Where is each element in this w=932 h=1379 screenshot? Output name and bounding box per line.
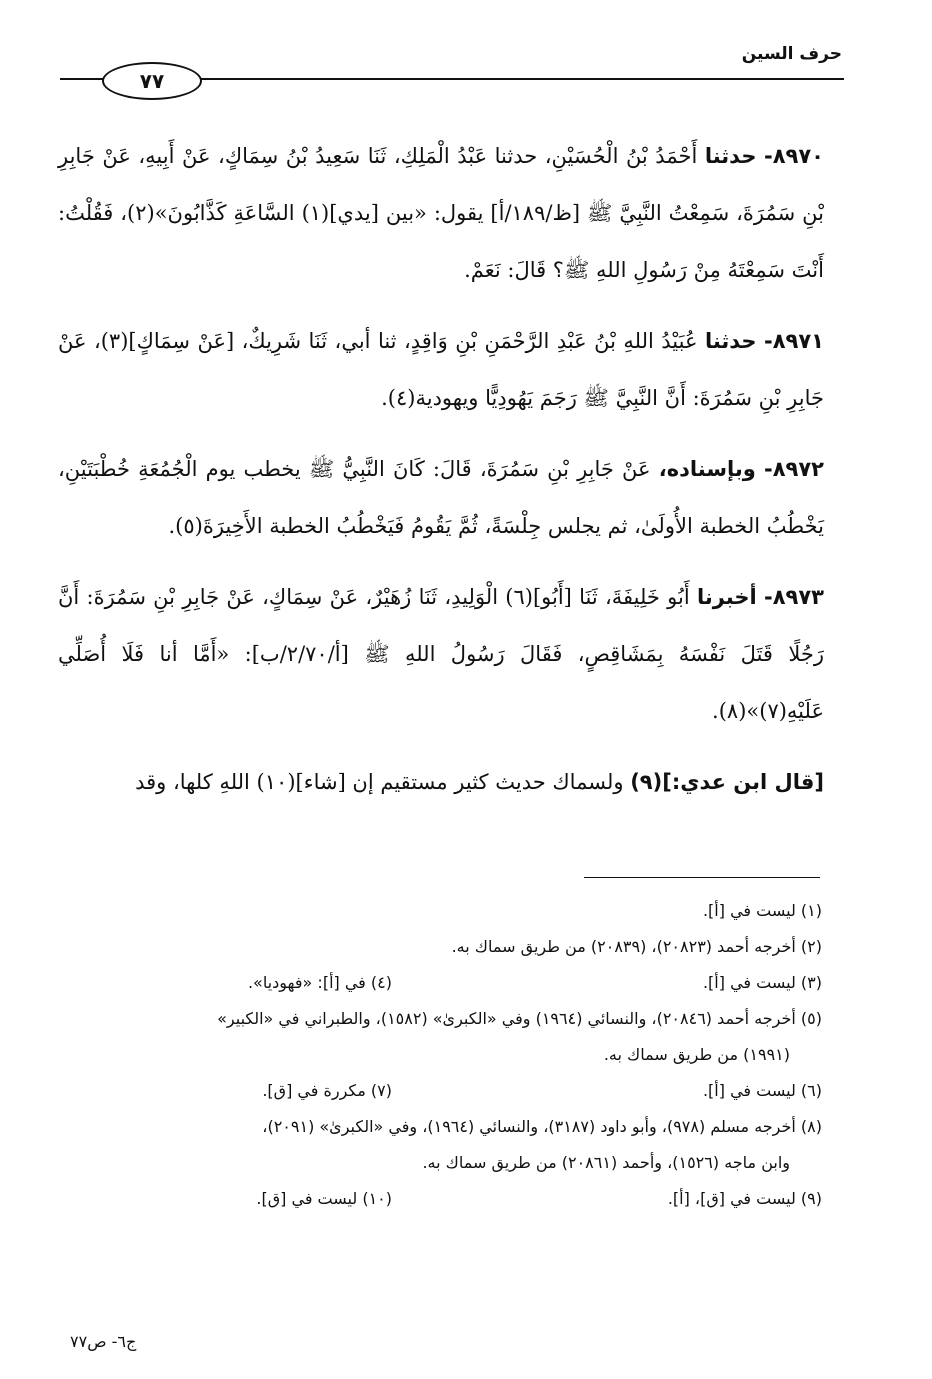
footnote: (٦) ليست في [أ]. [702,1081,822,1100]
footnote-row [58,965,822,1001]
footnote: (١) ليست في [أ]. [702,901,822,920]
footnote: (٥) أخرجه أحمد (٢٠٨٤٦)، والنسائي (١٩٦٤) وفي «الكبرىٰ» (١٥٨٢)، والطبراني في «الكبير» [217,1009,822,1028]
hadith-number: ٨٩٧٠- [764,144,824,168]
footnote-continuation: وابن ماجه (١٥٢٦)، وأحمد (٢٠٨٦١) من طريق سماك به. [422,1153,790,1172]
hadith-lead: أخبرنا [696,585,757,609]
hadith-number: ٨٩٧١- [763,329,824,353]
hadith-number: ٨٩٧٢- [763,457,824,481]
footnotes [58,893,822,1217]
footnote: (٩) ليست في [ق]، [أ]. [667,1189,822,1208]
hadith-text: عُبَيْدُ اللهِ بْنُ عَبْدِ الرَّحْمَنِ بْنِ وَاقِدٍ، ثنا أبي، ثَنَا شَرِيكٌ، [عَنْ سِمَاكٍ](٣)، عَنْ جَابِرِ بْنِ سَمُرَةَ: أَنَّ النَّبِيَّ ﷺ رَجَمَ يَهُودِيًّا ويهودية(٤). [58,329,824,410]
hadith-lead: حدثنا [704,329,757,353]
footnote: (١٠) ليست في [ق]. [256,1189,392,1208]
hadith-paragraph [58,441,824,555]
hadith-text: عَنْ جَابِرِ بْنِ سَمُرَةَ، قَالَ: كَانَ النَّبِيُّ ﷺ يخطب يوم الْجُمُعَةِ خُطْبَتَيْنِ، يَخْطُبُ الخطبة الأُولَىٰ، ثم يجلس جِلْسَةً، ثُمَّ يَقُومُ فَيَخْطُبُ الخطبة الأَخِيرَةَ(٥). [58,457,824,538]
volume-page-reference: ج٦- ص٧٧ [70,1332,137,1351]
hadith-lead: وبإسناده، [658,457,756,481]
page-number-badge [102,62,202,100]
commentary-lead: [قال ابن عدي:](٩) [630,770,824,794]
hadith-paragraph [58,569,824,740]
hadith-text: أَبُو خَلِيفَةَ، ثَنَا [أَبُو](٦) الْوَلِيدِ، ثَنَا زُهَيْرٌ، عَنْ سِمَاكٍ، عَنْ جَابِرِ بْنِ سَمُرَةَ: أَنَّ رَجُلًا قَتَلَ نَفْسَهُ بِمَشَاقِصٍ، فَقَالَ رَسُولُ اللهِ ﷺ [أ/٢/٧٠/ب]: «أَمَّا أنا فَلَا أُصَلِّي عَلَيْهِ(٧)»(٨). [58,585,824,723]
hadith-paragraph [58,313,824,427]
hadith-lead: حدثنا [704,144,757,168]
hadith-paragraph [58,128,824,299]
footnote-row [58,1181,822,1217]
footnote-row [58,1073,822,1109]
hadith-text: أَحْمَدُ بْنُ الْحُسَيْنِ، حدثنا عَبْدُ الْمَلِكِ، ثَنَا سَعِيدُ بْنُ سِمَاكٍ، عَنْ أَبِيهِ، عَنْ جَابِرِ بْنِ سَمُرَةَ، سَمِعْتُ النَّبِيَّ ﷺ [ظ/١٨٩/أ] يقول: «بين [يدي](١) السَّاعَةِ كَذَّابُونَ»(٢)، فَقُلْتُ: أَنْتَ سَمِعْتَهُ مِنْ رَسُولِ اللهِ ﷺ؟ قَالَ: نَعَمْ. [58,144,824,282]
page-number: ٧٧ [139,69,165,93]
footnote: (٢) أخرجه أحمد (٢٠٨٢٣)، (٢٠٨٣٩) من طريق سماك به. [451,937,822,956]
footnote: (٧) مكررة في [ق]. [262,1081,392,1100]
footnote: (٣) ليست في [أ]. [702,973,822,992]
footnote-continuation: (١٩٩١) من طريق سماك به. [603,1045,790,1064]
commentary-paragraph [58,754,824,811]
footnote: (٤) في [أ]: «فهوديا». [247,973,392,992]
main-text [58,128,824,825]
chapter-title: حرف السين [741,44,842,64]
hadith-number: ٨٩٧٣- [763,585,824,609]
footnote: (٨) أخرجه مسلم (٩٧٨)، وأبو داود (٣١٨٧)، والنسائي (١٩٦٤)، وفي «الكبرىٰ» (٢٠٩١)، [262,1117,822,1136]
commentary-text: ولسماك حديث كثير مستقيم إن [شاء](١٠) اللهِ كلها، وقد [135,770,624,794]
footnote-separator [584,877,820,878]
